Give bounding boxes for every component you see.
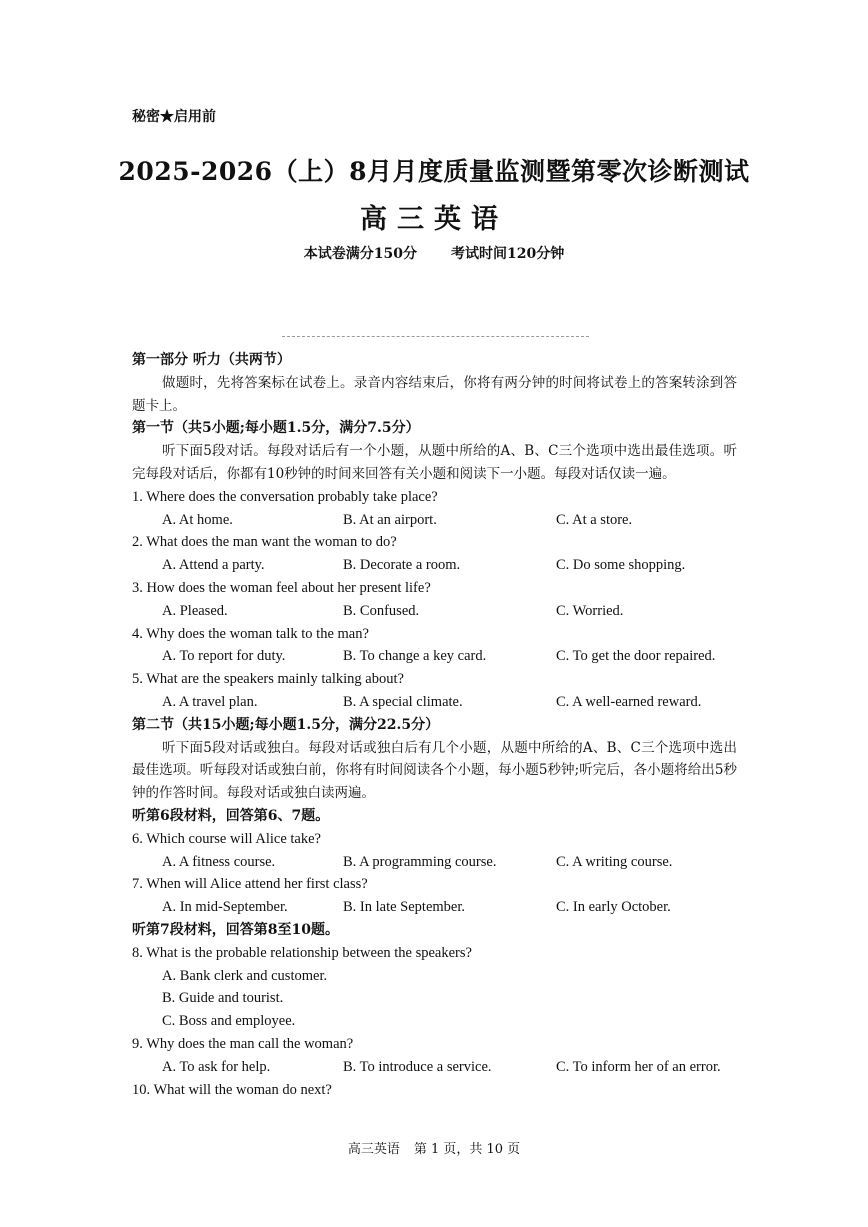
question-2: 2. What does the man want the woman to do? <box>132 534 397 551</box>
confidential-label: 秘密★启用前 <box>132 109 216 125</box>
option-a: A. A travel plan. <box>162 693 258 710</box>
options-1 <box>132 509 737 532</box>
option-b: B. A special climate. <box>343 693 463 710</box>
option-b: B. To introduce a service. <box>343 1058 492 1075</box>
page-number: 第 1 页，共 10 页 <box>413 1142 521 1157</box>
question-6: 6. Which course will Alice take? <box>132 830 321 847</box>
option-a: A. At home. <box>162 511 233 528</box>
option-b: B. In late September. <box>343 899 466 916</box>
question-8: 8. What is the probable relationship between the speakers? <box>132 944 472 961</box>
option-b: B. To change a key card. <box>343 648 487 665</box>
exam-content <box>132 349 737 1101</box>
section2-heading: 第二节（共15小题;每小题1.5分，满分22.5分） <box>132 716 440 733</box>
options-7 <box>132 896 737 919</box>
question-7: 7. When will Alice attend her first class? <box>132 876 368 893</box>
option-c: C. At a store. <box>556 511 633 528</box>
option-c: C. To get the door repaired. <box>556 648 716 665</box>
part1-heading: 第一部分 听力（共两节） <box>132 352 291 368</box>
section2-instructions: 听下面5段对话或独白。每段对话或独白后有几个小题，从题中所给的A、B、C三个选项中选出最佳选项。听每段对话或独白前，你将有时间阅读各个小题，每小题5秒钟;听完后，各小题将给出5秒钟的作答时间。每段对话或独白读两遍。 <box>132 739 737 802</box>
question-10: 10. What will the woman do next? <box>132 1081 332 1098</box>
option-a: A. A fitness course. <box>162 853 276 870</box>
options-3 <box>132 600 737 623</box>
option-b: B. Confused. <box>343 602 420 619</box>
question-5: 5. What are the speakers mainly talking about? <box>132 671 404 688</box>
option-a: A. To ask for help. <box>162 1058 271 1075</box>
part1-instructions: 做题时，先将答案标在试卷上。录音内容结束后，你将有两分钟的时间将试卷上的答案转涂到答题卡上。 <box>132 374 737 414</box>
option-b: B. Decorate a room. <box>343 557 461 574</box>
option-c: C. Boss and employee. <box>162 1013 296 1030</box>
options-9 <box>132 1056 737 1079</box>
option-c: C. A well-earned reward. <box>556 693 702 710</box>
exam-title: 2025-2026（上）8月月度质量监测暨第零次诊断测试 <box>118 157 750 186</box>
question-1: 1. Where does the conversation probably take place? <box>132 488 438 505</box>
footer-subject: 高三英语 <box>347 1142 400 1157</box>
option-c: C. Worried. <box>556 602 624 619</box>
section1-instructions: 听下面5段对话。每段对话后有一个小题，从题中所给的A、B、C三个选项中选出最佳选项。听完每段对话后，你都有10秒钟的时间来回答有关小题和阅读下一小题。每段对话仅读一遍。 <box>132 443 737 482</box>
option-c: C. A writing course. <box>556 853 673 870</box>
option-c: C. Do some shopping. <box>556 557 686 574</box>
options-2 <box>132 554 737 577</box>
option-a: A. In mid-September. <box>162 899 288 916</box>
options-5 <box>132 691 737 714</box>
option-a: A. To report for duty. <box>162 648 286 665</box>
option-c: C. In early October. <box>556 899 671 916</box>
total-score: 本试卷满分150分 <box>303 246 417 262</box>
divider <box>282 336 589 337</box>
option-a: A. Pleased. <box>162 602 228 619</box>
option-b: B. At an airport. <box>343 511 437 528</box>
question-3: 3. How does the woman feel about her present life? <box>132 579 431 596</box>
question-4: 4. Why does the woman talk to the man? <box>132 625 369 642</box>
page-footer <box>0 1138 868 1157</box>
option-c: C. To inform her of an error. <box>556 1058 721 1075</box>
option-b: B. Guide and tourist. <box>162 990 284 1007</box>
material-6-heading: 听第6段材料，回答第6、7题。 <box>132 807 330 824</box>
material-7-heading: 听第7段材料，回答第8至10题。 <box>132 921 339 938</box>
section1-heading: 第一节（共5小题;每小题1.5分，满分7.5分） <box>132 420 420 437</box>
options-6 <box>132 851 737 874</box>
question-9: 9. Why does the man call the woman? <box>132 1035 354 1052</box>
option-a: A. Bank clerk and customer. <box>162 967 328 984</box>
subject-title: 高三英语 <box>360 204 508 235</box>
option-a: A. Attend a party. <box>162 557 265 574</box>
exam-time: 考试时间120分钟 <box>451 246 565 262</box>
options-4 <box>132 645 737 668</box>
exam-meta <box>0 243 868 263</box>
option-b: B. A programming course. <box>343 853 497 870</box>
